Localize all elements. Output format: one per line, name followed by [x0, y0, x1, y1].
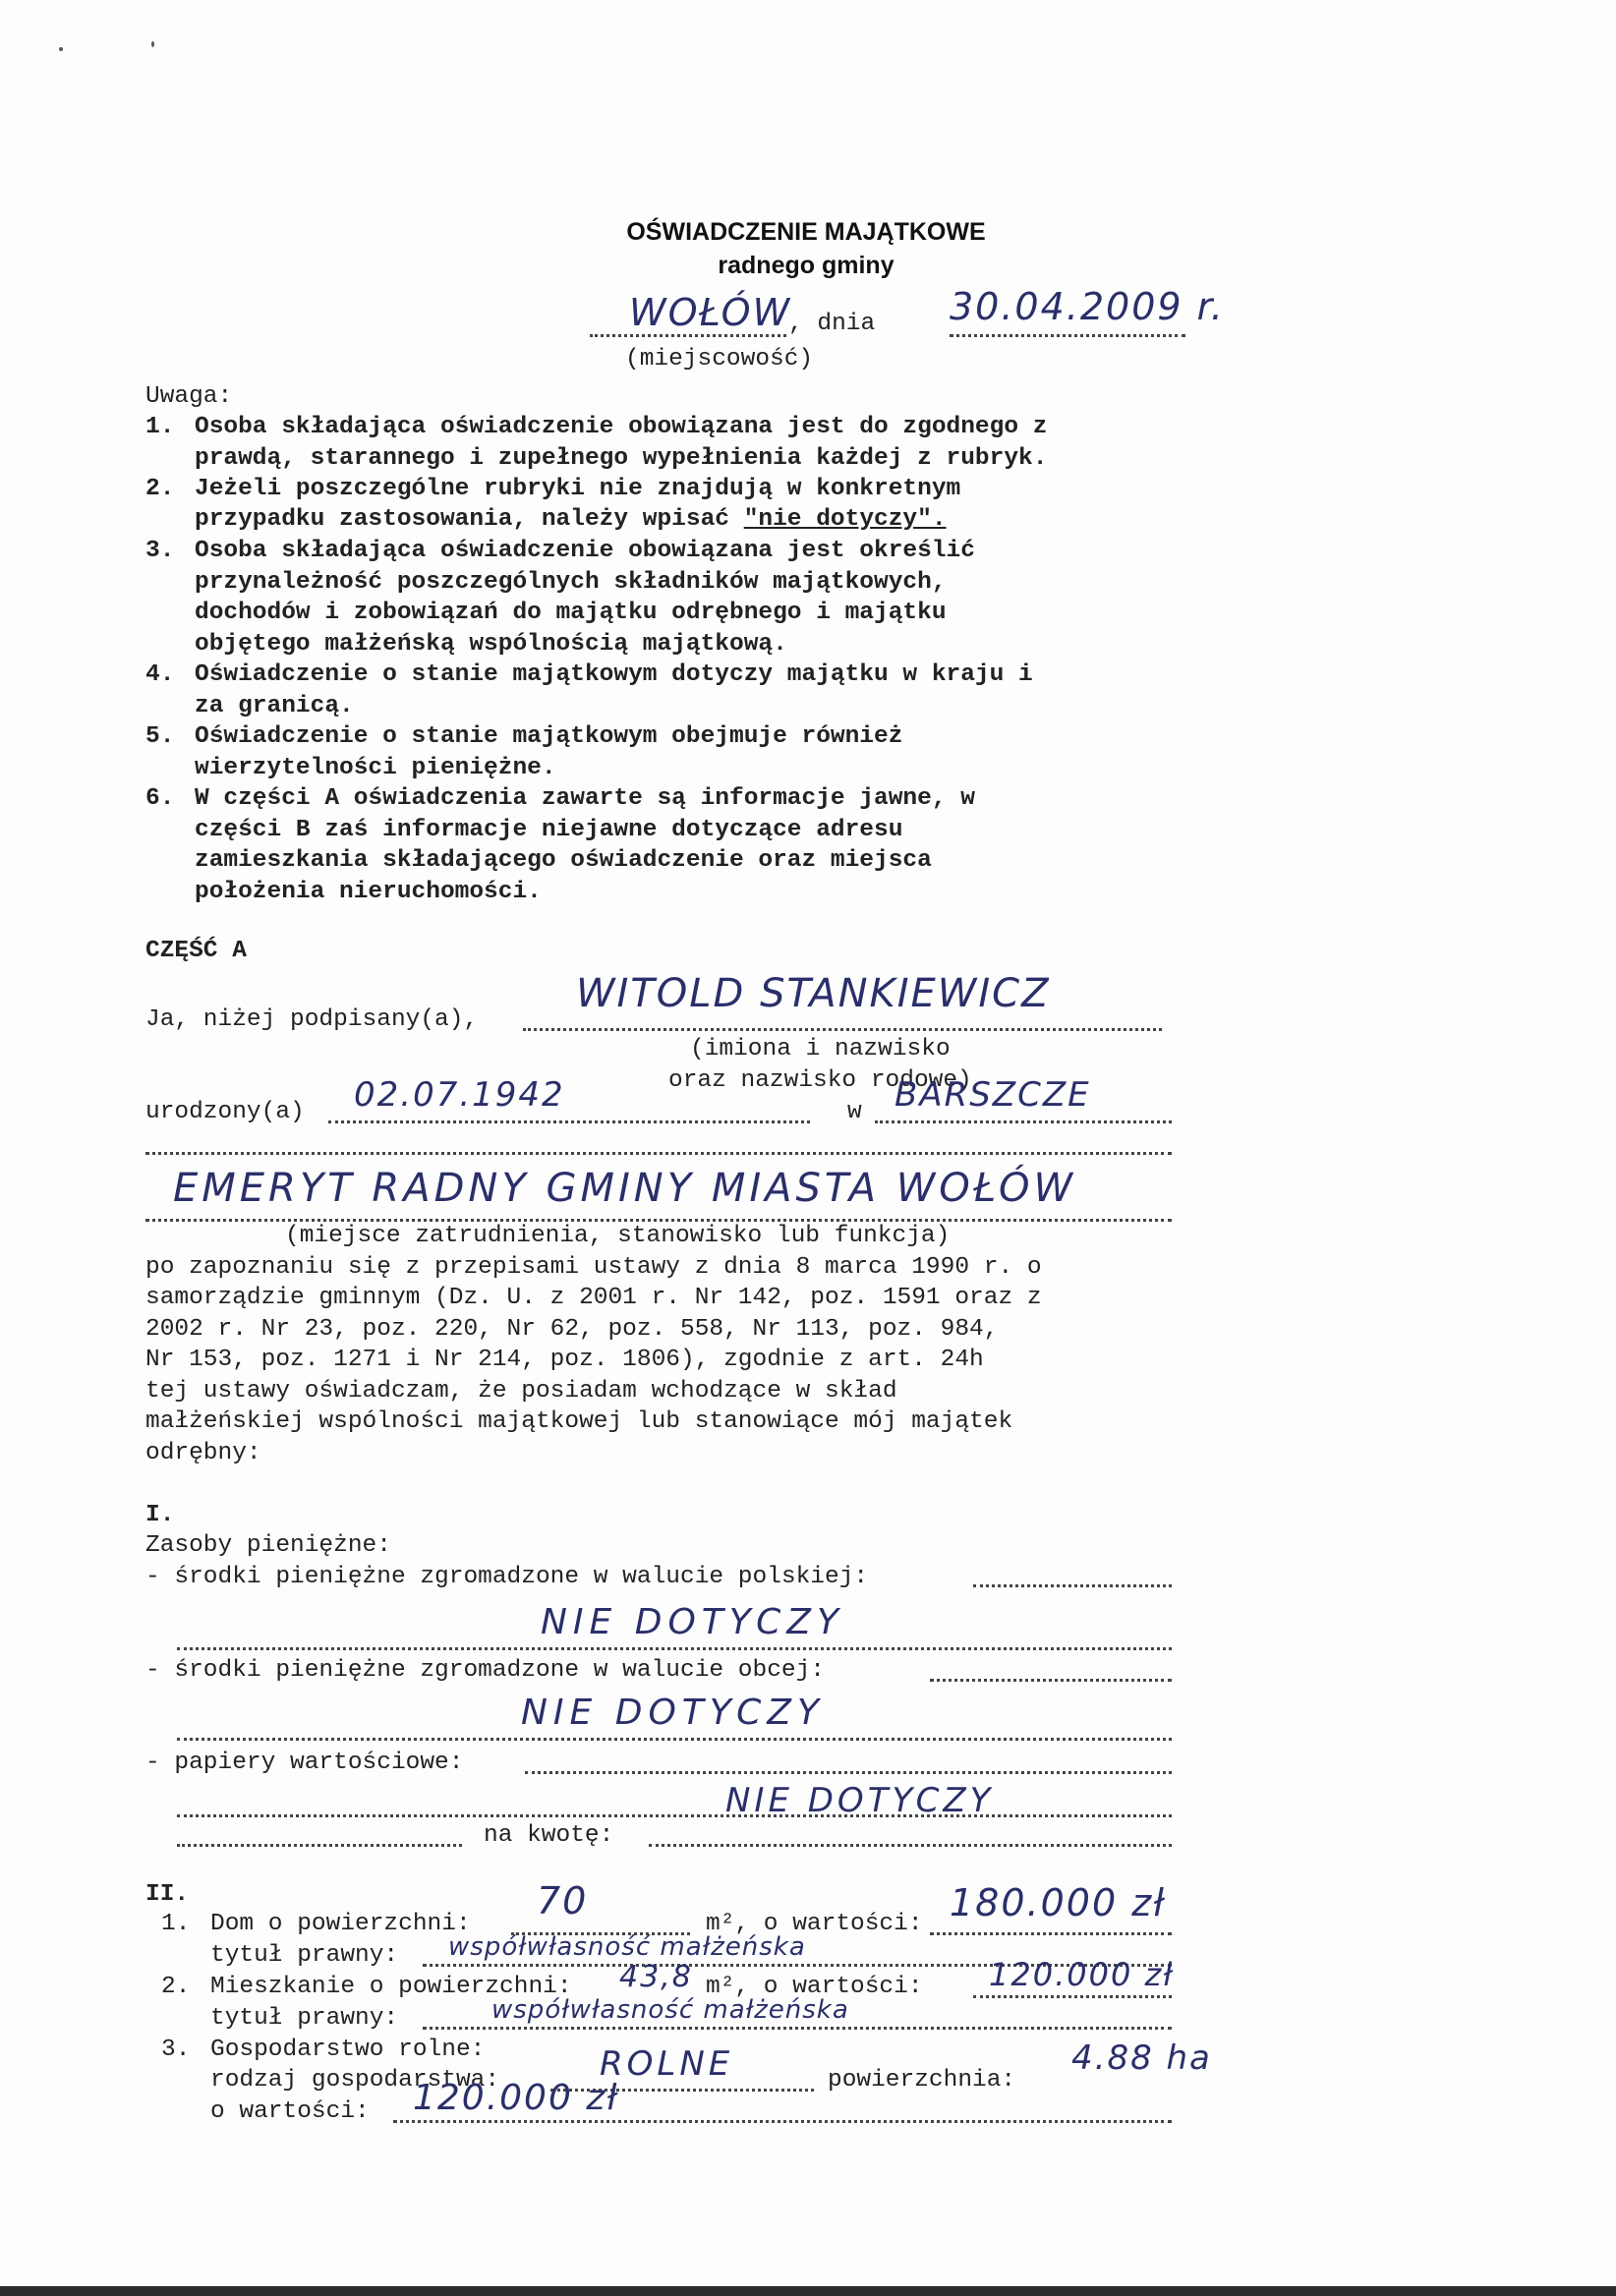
- note-number: 5.: [145, 723, 175, 750]
- note-number: 1.: [145, 414, 175, 440]
- date-handwritten: 30.04.2009 r.: [950, 285, 1225, 328]
- note-line: Osoba składająca oświadczenie obowiązana jest określić: [195, 538, 975, 564]
- house-value-dotted-line: [930, 1932, 1172, 1935]
- flat-area-handwritten: 43,8: [619, 1960, 693, 1994]
- note-line: Oświadczenie o stanie majątkowym dotyczy majątku w kraju i: [195, 661, 1033, 688]
- note-line: dochodów i zobowiązań do majątku odrębnego i majątku: [195, 600, 947, 626]
- note-line: części B zaś informacje niejawne dotyczące adresu: [195, 817, 903, 843]
- farm-area-handwritten: 4.88 ha: [1071, 2038, 1212, 2078]
- scan-bottom-edge: [0, 2286, 1616, 2296]
- securities-dotted-line: [525, 1771, 1172, 1774]
- born-date-dotted-line: [328, 1120, 810, 1123]
- place-handwritten: WOŁÓW: [629, 291, 792, 334]
- scan-speck: [59, 47, 63, 51]
- flat-value-handwritten: 120.000 zł: [989, 1956, 1175, 1993]
- farm-value-label: o wartości:: [210, 2098, 370, 2125]
- note-line-text: przypadku zastosowania, należy wpisać: [195, 506, 729, 533]
- note-line: przynależność poszczególnych składników majątkowych,: [195, 569, 947, 596]
- pln-value-handwritten: NIE DOTYCZY: [541, 1602, 844, 1642]
- flat-number: 2.: [161, 1974, 191, 2000]
- note-line: [195, 504, 947, 536]
- note-number: 3.: [145, 538, 175, 564]
- flat-title-dotted-line: [423, 2027, 1172, 2030]
- name-caption-2: oraz nazwisko rodowe): [668, 1067, 972, 1094]
- foreign-value-dotted-line: [177, 1738, 1172, 1741]
- house-title-handwritten: współwłasność małżeńska: [448, 1932, 806, 1962]
- flat-label: Mieszkanie o powierzchni:: [210, 1974, 572, 2000]
- note-line: Jeżeli poszczególne rubryki nie znajdują w konkretnym: [195, 476, 961, 502]
- foreign-value-handwritten: NIE DOTYCZY: [521, 1693, 825, 1733]
- foreign-dotted-line: [930, 1679, 1172, 1682]
- job-caption: (miejsce zatrudnienia, stanowisko lub funkcja): [285, 1223, 951, 1249]
- statement-line: po zapoznaniu się z przepisami ustawy z dnia 8 marca 1990 r. o: [145, 1254, 1042, 1281]
- securities-value-dotted-line: [177, 1814, 1172, 1817]
- note-line: za granicą.: [195, 693, 354, 719]
- nie-dotyczy-emphasis: "nie dotyczy".: [743, 506, 947, 533]
- document-subtitle: radnego gminy: [718, 252, 895, 279]
- farm-type-label: rodzaj gospodarstwa:: [210, 2067, 500, 2094]
- part-a-heading: CZĘŚĆ A: [145, 938, 247, 964]
- notes-heading: Uwaga:: [145, 383, 233, 410]
- farm-number: 3.: [161, 2037, 191, 2063]
- statement-line: odrębny:: [145, 1440, 261, 1466]
- pln-label: - środki pieniężne zgromadzone w walucie polskiej:: [145, 1564, 869, 1590]
- house-unit: m², o wartości:: [706, 1911, 923, 1937]
- house-area-handwritten: 70: [537, 1879, 589, 1923]
- job-handwritten: EMERYT RADNY GMINY MIASTA WOŁÓW: [173, 1166, 1077, 1211]
- flat-unit: m², o wartości:: [706, 1974, 923, 2000]
- securities-value-handwritten: NIE DOTYCZY: [725, 1781, 995, 1820]
- note-line: W części A oświadczenia zawarte są informacje jawne, w: [195, 785, 975, 812]
- note-line: Oświadczenie o stanie majątkowym obejmuje również: [195, 723, 903, 750]
- note-line: prawdą, starannego i zupełnego wypełnienia każdej z rubryk.: [195, 445, 1048, 472]
- farm-value-handwritten: 120.000 zł: [413, 2078, 619, 2118]
- farm-value-dotted-line: [393, 2120, 1172, 2123]
- born-in-label: w: [847, 1099, 862, 1125]
- pln-dotted-line: [973, 1584, 1172, 1587]
- statement-line: małżeńskiej wspólności majątkowej lub stanowiące mój majątek: [145, 1408, 1013, 1435]
- statement-line: Nr 153, poz. 1271 i Nr 214, poz. 1806), zgodnie z art. 24h: [145, 1347, 984, 1373]
- statement-line: tej ustawy oświadczam, że posiadam wchodzące w skład: [145, 1378, 897, 1405]
- flat-value-dotted-line: [973, 1995, 1172, 1998]
- note-line: położenia nieruchomości.: [195, 879, 542, 905]
- scan-speck: [151, 41, 154, 47]
- amount-label: na kwotę:: [484, 1822, 614, 1849]
- note-number: 2.: [145, 476, 175, 502]
- born-date-handwritten: 02.07.1942: [354, 1075, 565, 1115]
- house-value-handwritten: 180.000 zł: [950, 1881, 1167, 1924]
- note-line: zamieszkania składającego oświadczenie oraz miejsca: [195, 847, 932, 874]
- note-line: wierzytelności pieniężne.: [195, 755, 556, 781]
- section-2-roman: II.: [145, 1881, 190, 1908]
- note-number: 6.: [145, 785, 175, 812]
- amount-prefix-dotted-line: [177, 1844, 462, 1847]
- securities-label: - papiery wartościowe:: [145, 1750, 464, 1776]
- name-handwritten: WITOLD STANKIEWICZ: [576, 971, 1051, 1016]
- born-place-handwritten: BARSZCZE: [895, 1075, 1091, 1115]
- note-number: 4.: [145, 661, 175, 688]
- name-dotted-line: [523, 1028, 1162, 1031]
- section-1-roman: I.: [145, 1502, 175, 1528]
- flat-title-handwritten: współwłasność małżeńska: [491, 1995, 849, 2025]
- section-1-heading: Zasoby pieniężne:: [145, 1532, 391, 1559]
- foreign-label: - środki pieniężne zgromadzone w walucie obcej:: [145, 1657, 826, 1684]
- date-dotted-line: [950, 334, 1185, 337]
- dnia-label: , dnia: [788, 311, 876, 337]
- house-number: 1.: [161, 1911, 191, 1937]
- flat-title-label: tytuł prawny:: [210, 2005, 399, 2032]
- name-caption: (imiona i nazwisko: [690, 1036, 951, 1062]
- note-line: objętego małżeńską wspólnością majątkową.: [195, 631, 787, 658]
- place-caption: (miejscowość): [625, 346, 814, 373]
- born-place-dotted-line: [875, 1120, 1172, 1123]
- place-dotted-line: [590, 334, 786, 337]
- pln-value-dotted-line: [177, 1647, 1172, 1650]
- farm-area-label: powierzchnia:: [828, 2067, 1016, 2094]
- document-title: OŚWIADCZENIE MAJĄTKOWE: [626, 218, 986, 246]
- farm-label: Gospodarstwo rolne:: [210, 2037, 486, 2063]
- farm-type-handwritten: ROLNE: [600, 2044, 734, 2084]
- house-label: Dom o powierzchni:: [210, 1911, 471, 1937]
- born-label: urodzony(a): [145, 1099, 305, 1125]
- name-label: Ja, niżej podpisany(a),: [145, 1006, 479, 1033]
- note-line: Osoba składająca oświadczenie obowiązana jest do zgodnego z: [195, 414, 1048, 440]
- statement-line: samorządzie gminnym (Dz. U. z 2001 r. Nr 142, poz. 1591 oraz z: [145, 1285, 1042, 1311]
- amount-dotted-line: [649, 1844, 1172, 1847]
- blank-dotted-line: [145, 1152, 1172, 1155]
- house-title-label: tytuł prawny:: [210, 1942, 399, 1969]
- statement-line: 2002 r. Nr 23, poz. 220, Nr 62, poz. 558, Nr 113, poz. 984,: [145, 1316, 999, 1343]
